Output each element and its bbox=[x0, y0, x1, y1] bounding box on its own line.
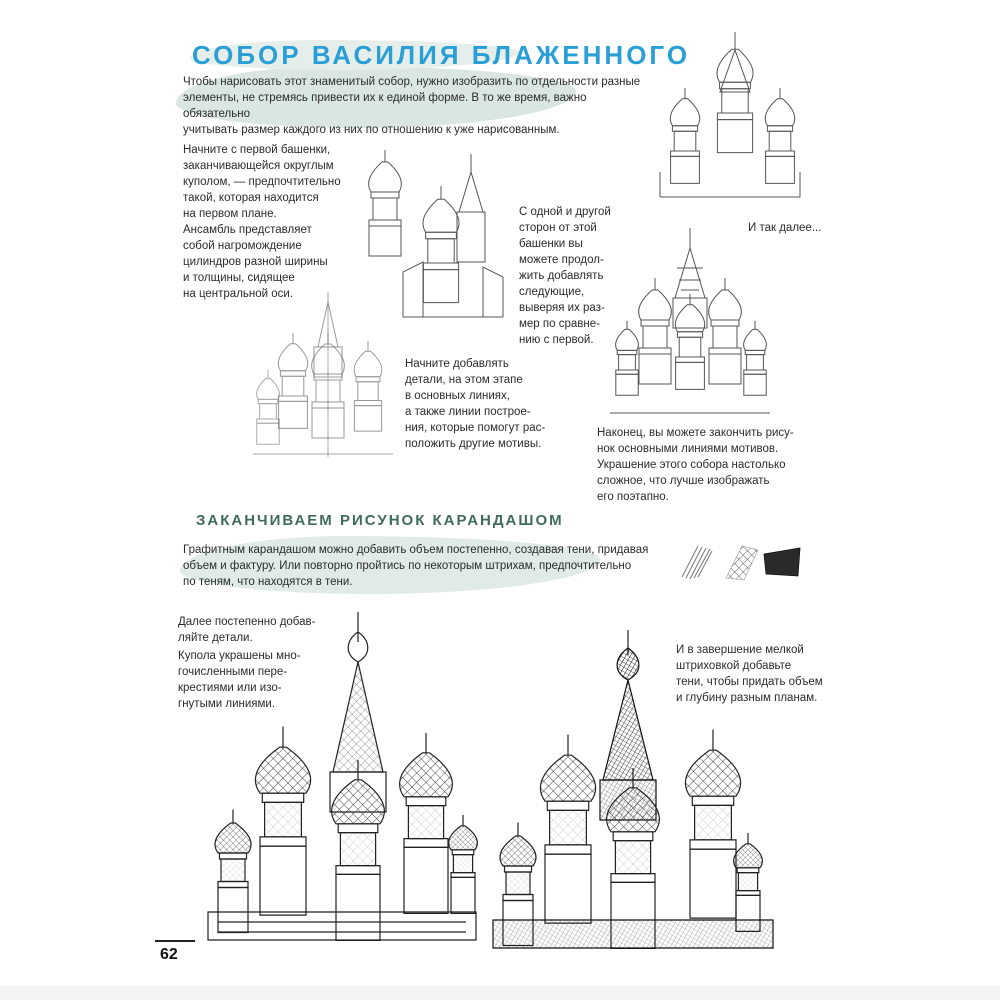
step1b-caption bbox=[183, 222, 363, 302]
step4-caption bbox=[597, 425, 817, 505]
caption-line: его поэтапно. bbox=[597, 491, 669, 503]
caption-line: заканчивающейся округлым bbox=[183, 160, 334, 172]
intro-line: Чтобы нарисовать этот знаменитый собор, нужно изобразить по отдельности разные bbox=[183, 76, 641, 88]
and-so-on-caption: И так далее... bbox=[748, 222, 822, 234]
page-number: 62 bbox=[160, 946, 178, 963]
intro-line: учитывать размер каждого из них по отношению к уже нарисованным. bbox=[183, 124, 560, 136]
caption-line: такой, которая находится bbox=[183, 192, 319, 204]
intro-line: по теням, что находятся в тени. bbox=[183, 576, 353, 588]
intro-line: объем и фактуру. Или повторно пройтись по некоторым штрихам, предпочтительно bbox=[183, 560, 632, 572]
caption-line: нок основными линиями мотивов. bbox=[597, 443, 779, 455]
section-title-basil-cathedral: СОБОР ВАСИЛИЯ БЛАЖЕННОГО bbox=[192, 40, 691, 70]
caption-line: куполом, — предпочтительно bbox=[183, 176, 341, 188]
footer-rule bbox=[155, 940, 195, 942]
bottom-band bbox=[0, 986, 1000, 1000]
intro-paragraph bbox=[183, 74, 653, 138]
caption-line: следующие, bbox=[519, 286, 585, 298]
caption-line: ляйте детали. bbox=[178, 632, 253, 644]
pencil-swatch-light bbox=[680, 542, 720, 582]
caption-line: в основных линиях, bbox=[405, 390, 510, 402]
caption-line: башенки вы bbox=[519, 238, 583, 250]
caption-line: сторон от этой bbox=[519, 222, 597, 234]
caption-line: детали, на этом этапе bbox=[405, 374, 523, 386]
caption-line: на центральной оси. bbox=[183, 288, 294, 300]
drawing-shaded-cathedral bbox=[488, 630, 778, 950]
drawing-detailed-cathedral bbox=[208, 612, 478, 942]
caption-line: тени, чтобы придать объем bbox=[676, 676, 823, 688]
caption-line: жить добавлять bbox=[519, 270, 604, 282]
section-title-pencil-finish: ЗАКАНЧИВАЕМ РИСУНОК КАРАНДАШОМ bbox=[196, 512, 564, 529]
caption-line: на первом плане. bbox=[183, 208, 277, 220]
caption-line: Далее постепенно добав- bbox=[178, 616, 316, 628]
caption-line: Начните добавлять bbox=[405, 358, 509, 370]
caption-line: штриховкой добавьте bbox=[676, 660, 792, 672]
section2-intro bbox=[183, 542, 653, 590]
caption-line: Начните с первой башенки, bbox=[183, 144, 331, 156]
caption-line: выверяя их раз- bbox=[519, 302, 605, 314]
caption-line: и толщины, сидящее bbox=[183, 272, 295, 284]
intro-line: Графитным карандашом можно добавить объем постепенно, создавая тени, придавая bbox=[183, 544, 649, 556]
pencil-swatch-dark bbox=[762, 544, 802, 580]
sketch-construction-lines bbox=[248, 292, 398, 462]
caption-line: Купола украшены мно- bbox=[178, 650, 301, 662]
caption-line: мер по сравне- bbox=[519, 318, 600, 330]
caption-line: нию с первой. bbox=[519, 334, 594, 346]
sketch-multiple-towers bbox=[650, 32, 810, 202]
caption-line: сложное, что лучше изображать bbox=[597, 475, 770, 487]
caption-line: цилиндров разной ширины bbox=[183, 256, 328, 268]
caption-line: собой нагромождение bbox=[183, 240, 302, 252]
step3-caption bbox=[405, 356, 565, 452]
caption-line: Украшение этого собора настолько bbox=[597, 459, 786, 471]
caption-line: Ансамбль представляет bbox=[183, 224, 312, 236]
intro-line: элементы, не стремясь привести их к единой форме. В то же время, важно обязательно bbox=[183, 92, 587, 120]
step1-caption bbox=[183, 142, 363, 222]
caption-line: С одной и другой bbox=[519, 206, 611, 218]
sketch-tower-with-wings bbox=[398, 152, 508, 322]
caption-line: ния, которые помогут рас- bbox=[405, 422, 546, 434]
caption-line: И в завершение мелкой bbox=[676, 644, 804, 656]
caption-line: можете продол- bbox=[519, 254, 604, 266]
caption-line: крестиями или изо- bbox=[178, 682, 282, 694]
caption-line: Наконец, вы можете закончить рису- bbox=[597, 427, 794, 439]
caption-line: гочисленными пере- bbox=[178, 666, 288, 678]
caption-line: и глубину разным планам. bbox=[676, 692, 818, 704]
caption-line: а также линии построе- bbox=[405, 406, 531, 418]
caption-line: гнутыми линиями. bbox=[178, 698, 276, 710]
sketch-main-lines bbox=[605, 228, 775, 418]
caption-line: положить другие мотивы. bbox=[405, 438, 542, 450]
pencil-swatch-medium bbox=[722, 542, 762, 582]
